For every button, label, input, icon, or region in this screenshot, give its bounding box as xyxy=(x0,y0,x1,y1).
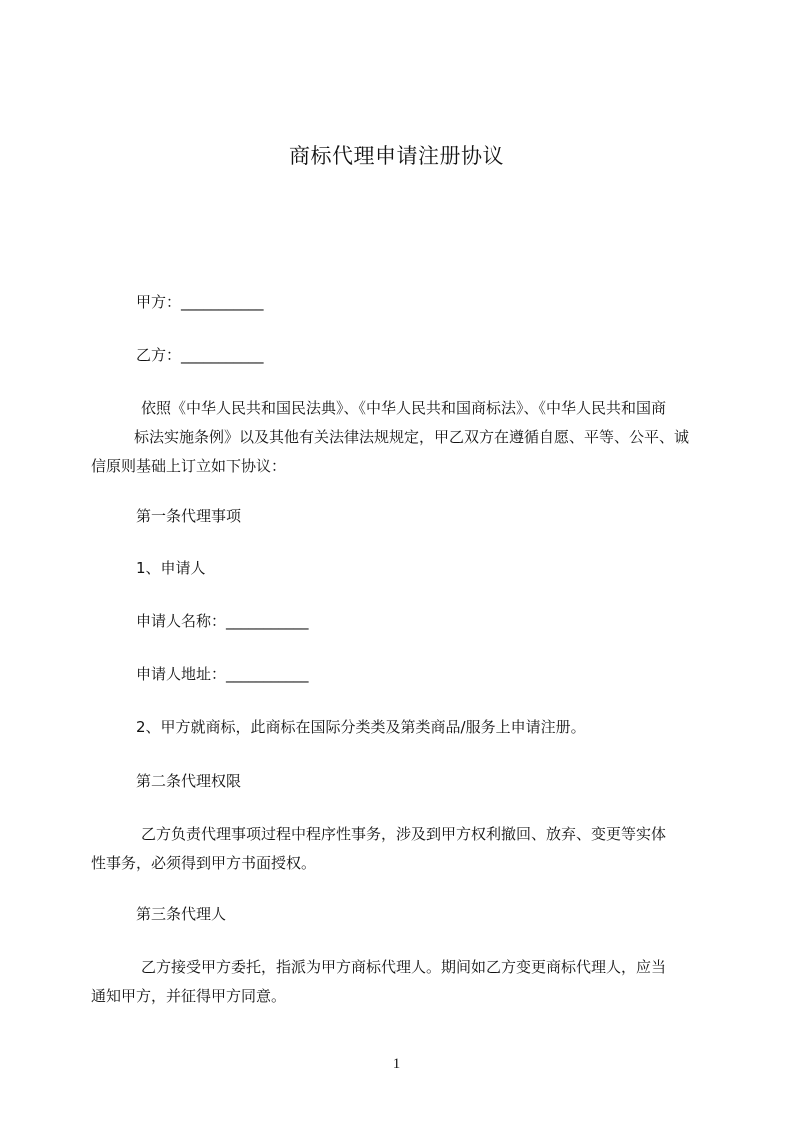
article-3-line-2: 通知甲方，并征得甲方同意。 xyxy=(91,987,287,1005)
applicant-name-field: 申请人名称：___________ xyxy=(136,612,309,630)
page-number: 1 xyxy=(392,1056,401,1072)
intro-line-1: 依照《中华人民共和国民法典》、《中华人民共和国商标法》、《中华人民共和国商 xyxy=(141,399,667,417)
intro-line-3: 信原则基础上订立如下协议： xyxy=(91,457,287,475)
document-title: 商标代理申请注册协议 xyxy=(289,144,504,168)
article-2-line-1: 乙方负责代理事项过程中程序性事务，涉及到甲方权利撤回、放弃、变更等实体 xyxy=(141,825,667,843)
item-1-applicant: 1、申请人 xyxy=(136,559,206,577)
article-1-heading: 第一条代理事项 xyxy=(136,507,242,525)
article-2-line-2: 性事务，必须得到甲方书面授权。 xyxy=(91,854,317,872)
party-a-field: 甲方：___________ xyxy=(136,293,264,311)
party-b-field: 乙方：___________ xyxy=(136,346,264,364)
intro-line-2: 标法实施条例》以及其他有关法律法规规定，甲乙双方在遵循自愿、平等、公平、诚 xyxy=(134,428,690,446)
item-2-trademark: 2、甲方就商标，此商标在国际分类类及第类商品/服务上申请注册。 xyxy=(136,718,586,736)
article-3-heading: 第三条代理人 xyxy=(136,905,227,923)
article-2-heading: 第二条代理权限 xyxy=(136,772,242,790)
applicant-address-field: 申请人地址：___________ xyxy=(136,665,309,683)
article-3-line-1: 乙方接受甲方委托，指派为甲方商标代理人。期间如乙方变更商标代理人，应当 xyxy=(141,958,667,976)
